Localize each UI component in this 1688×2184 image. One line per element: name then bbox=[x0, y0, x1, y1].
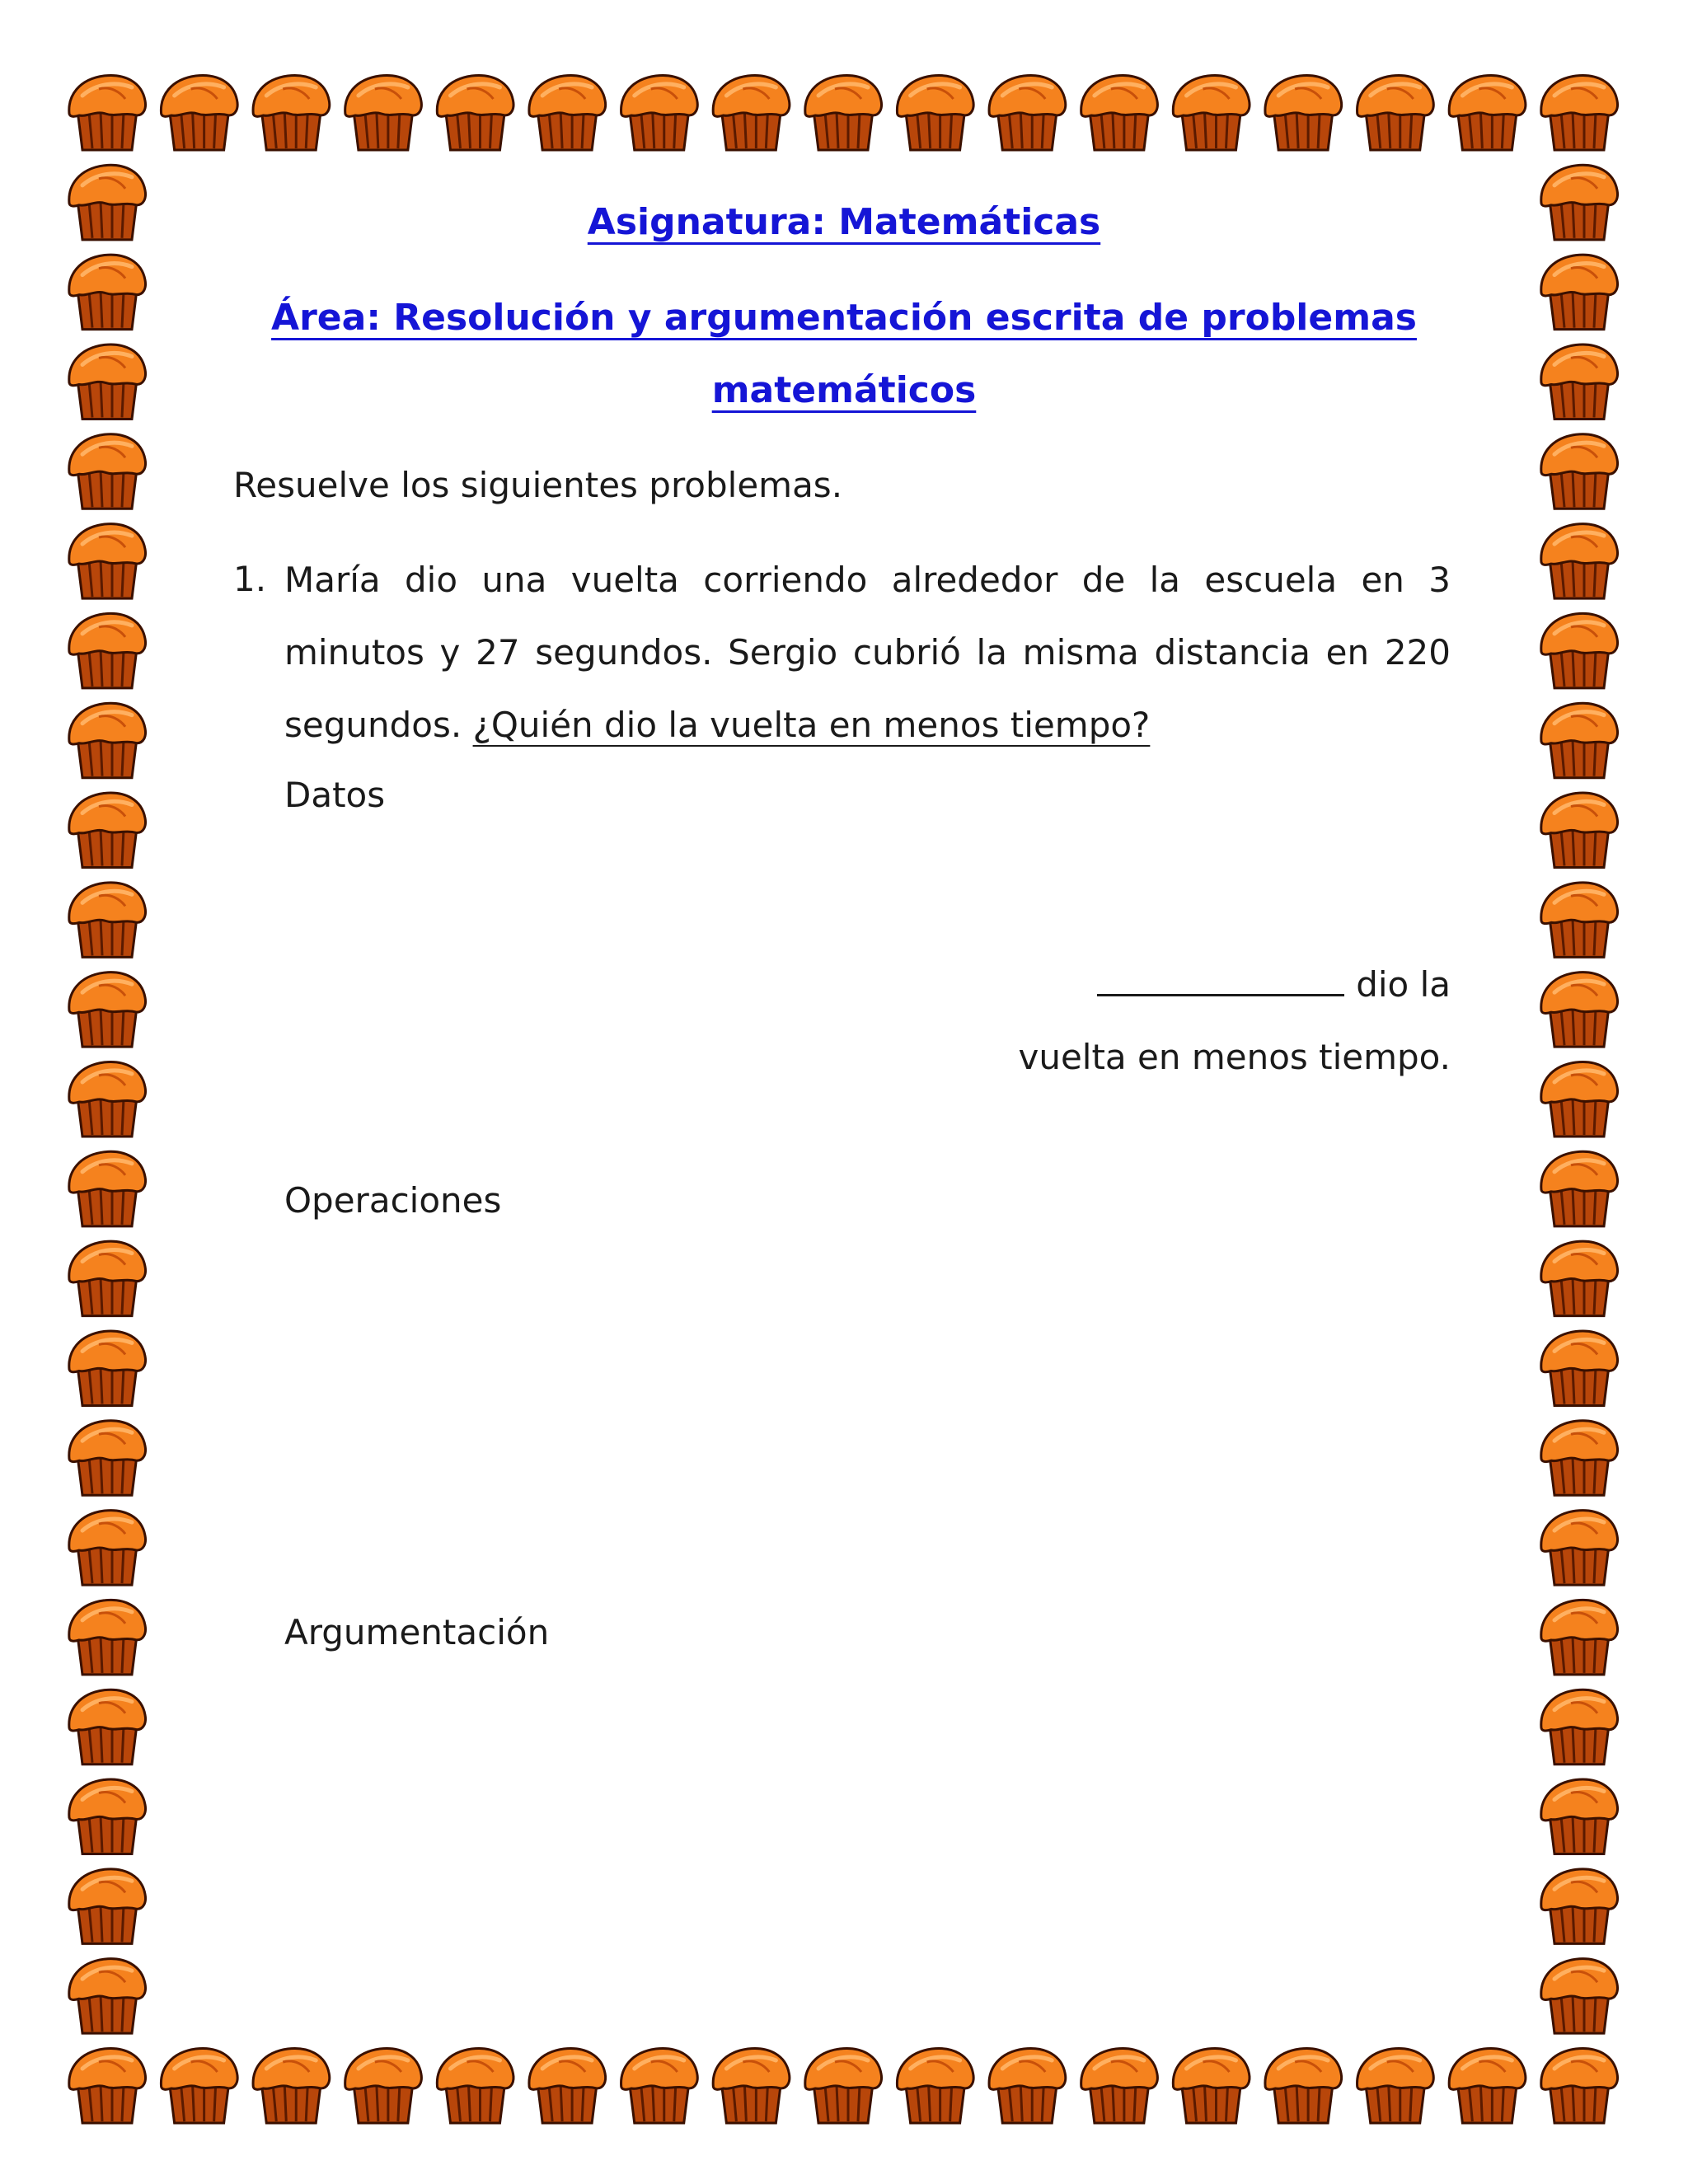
muffin-icon bbox=[1541, 1331, 1618, 1405]
muffin-icon bbox=[621, 2049, 698, 2123]
muffin-icon bbox=[437, 2049, 513, 2123]
muffin-icon bbox=[1449, 2049, 1526, 2123]
argumentacion-label: Argumentación bbox=[284, 1612, 550, 1652]
answer-text-2: vuelta en menos tiempo. bbox=[1018, 1037, 1451, 1077]
muffin-icon bbox=[989, 76, 1066, 150]
muffin-icon bbox=[1541, 2049, 1618, 2123]
muffin-icon bbox=[1541, 1421, 1618, 1495]
muffin-icon bbox=[1357, 2049, 1434, 2123]
muffin-icon bbox=[69, 972, 146, 1047]
muffin-icon bbox=[345, 2049, 422, 2123]
muffin-icon bbox=[897, 2049, 973, 2123]
muffin-icon bbox=[69, 1241, 146, 1315]
problem-number: 1. bbox=[233, 559, 267, 599]
answer-text-1: dio la bbox=[1356, 964, 1451, 1005]
muffin-icon bbox=[345, 76, 422, 150]
muffin-icon bbox=[69, 1959, 146, 2033]
muffin-icon bbox=[1541, 434, 1618, 509]
muffin-icon bbox=[1541, 1151, 1618, 1226]
muffin-icon bbox=[1541, 1779, 1618, 1854]
muffin-icon bbox=[69, 1151, 146, 1226]
muffin-icon bbox=[1541, 1959, 1618, 2033]
muffin-icon bbox=[69, 1600, 146, 1674]
muffin-icon bbox=[1265, 2049, 1342, 2123]
muffin-icon bbox=[253, 2049, 330, 2123]
muffin-icon bbox=[1541, 703, 1618, 777]
muffin-icon bbox=[437, 76, 513, 150]
muffin-icon bbox=[69, 793, 146, 867]
muffin-icon bbox=[1081, 2049, 1158, 2123]
muffin-icon bbox=[1541, 972, 1618, 1047]
muffin-icon bbox=[69, 883, 146, 957]
operaciones-label: Operaciones bbox=[284, 1180, 502, 1221]
muffin-icon bbox=[529, 2049, 606, 2123]
datos-label: Datos bbox=[284, 775, 386, 815]
answer-blank[interactable] bbox=[1097, 986, 1344, 996]
muffin-icon bbox=[69, 2049, 146, 2123]
muffin-icon bbox=[1541, 883, 1618, 957]
muffin-icon bbox=[69, 1869, 146, 1943]
muffin-icon bbox=[253, 76, 330, 150]
muffin-icon bbox=[1541, 1869, 1618, 1943]
muffin-icon bbox=[1541, 1600, 1618, 1674]
muffin-icon bbox=[1081, 76, 1158, 150]
muffin-icon bbox=[1541, 793, 1618, 867]
muffin-icon bbox=[69, 1421, 146, 1495]
muffin-icon bbox=[713, 76, 790, 150]
muffin-icon bbox=[161, 2049, 237, 2123]
muffin-icon bbox=[1541, 1241, 1618, 1315]
area-heading-line1: Área: Resolución y argumentación escrita de problemas bbox=[271, 297, 1417, 339]
instructions: Resuelve los siguientes problemas. bbox=[233, 465, 843, 505]
muffin-icon bbox=[69, 1690, 146, 1764]
muffin-icon bbox=[69, 524, 146, 598]
muffin-icon bbox=[161, 76, 237, 150]
muffin-icon bbox=[1541, 613, 1618, 687]
muffin-icon bbox=[1541, 76, 1618, 150]
muffin-icon bbox=[1541, 524, 1618, 598]
muffin-icon bbox=[69, 434, 146, 509]
muffin-icon bbox=[69, 1331, 146, 1405]
muffin-icon bbox=[69, 76, 146, 150]
answer-line-1 bbox=[1097, 964, 1451, 1005]
muffin-icon bbox=[1449, 76, 1526, 150]
muffin-icon bbox=[69, 1062, 146, 1137]
area-heading-line2: matemáticos bbox=[711, 369, 977, 411]
muffin-icon bbox=[805, 76, 882, 150]
muffin-icon bbox=[621, 76, 698, 150]
muffin-icon bbox=[713, 2049, 790, 2123]
subject-heading: Asignatura: Matemáticas bbox=[587, 201, 1101, 243]
problem-statement: María dio una vuelta corriendo alrededor de la escuela en 3 minutos y 27 segundos. Sergio cubrió la misma distancia en 220 segundos. bbox=[284, 560, 1451, 745]
muffin-icon bbox=[1173, 76, 1250, 150]
muffin-icon bbox=[1541, 1690, 1618, 1764]
muffin-icon bbox=[897, 76, 973, 150]
muffin-icon bbox=[805, 2049, 882, 2123]
muffin-icon bbox=[1541, 1511, 1618, 1585]
muffin-icon bbox=[1173, 2049, 1250, 2123]
muffin-icon bbox=[529, 76, 606, 150]
muffin-icon bbox=[989, 2049, 1066, 2123]
problem-text bbox=[284, 544, 1451, 762]
muffin-icon bbox=[69, 1779, 146, 1854]
muffin-icon bbox=[69, 613, 146, 687]
muffin-icon bbox=[1541, 1062, 1618, 1137]
muffin-icon bbox=[1265, 76, 1342, 150]
muffin-icon bbox=[1357, 76, 1434, 150]
problem-question: ¿Quién dio la vuelta en menos tiempo? bbox=[472, 705, 1151, 745]
muffin-icon bbox=[69, 1511, 146, 1585]
muffin-icon bbox=[69, 703, 146, 777]
